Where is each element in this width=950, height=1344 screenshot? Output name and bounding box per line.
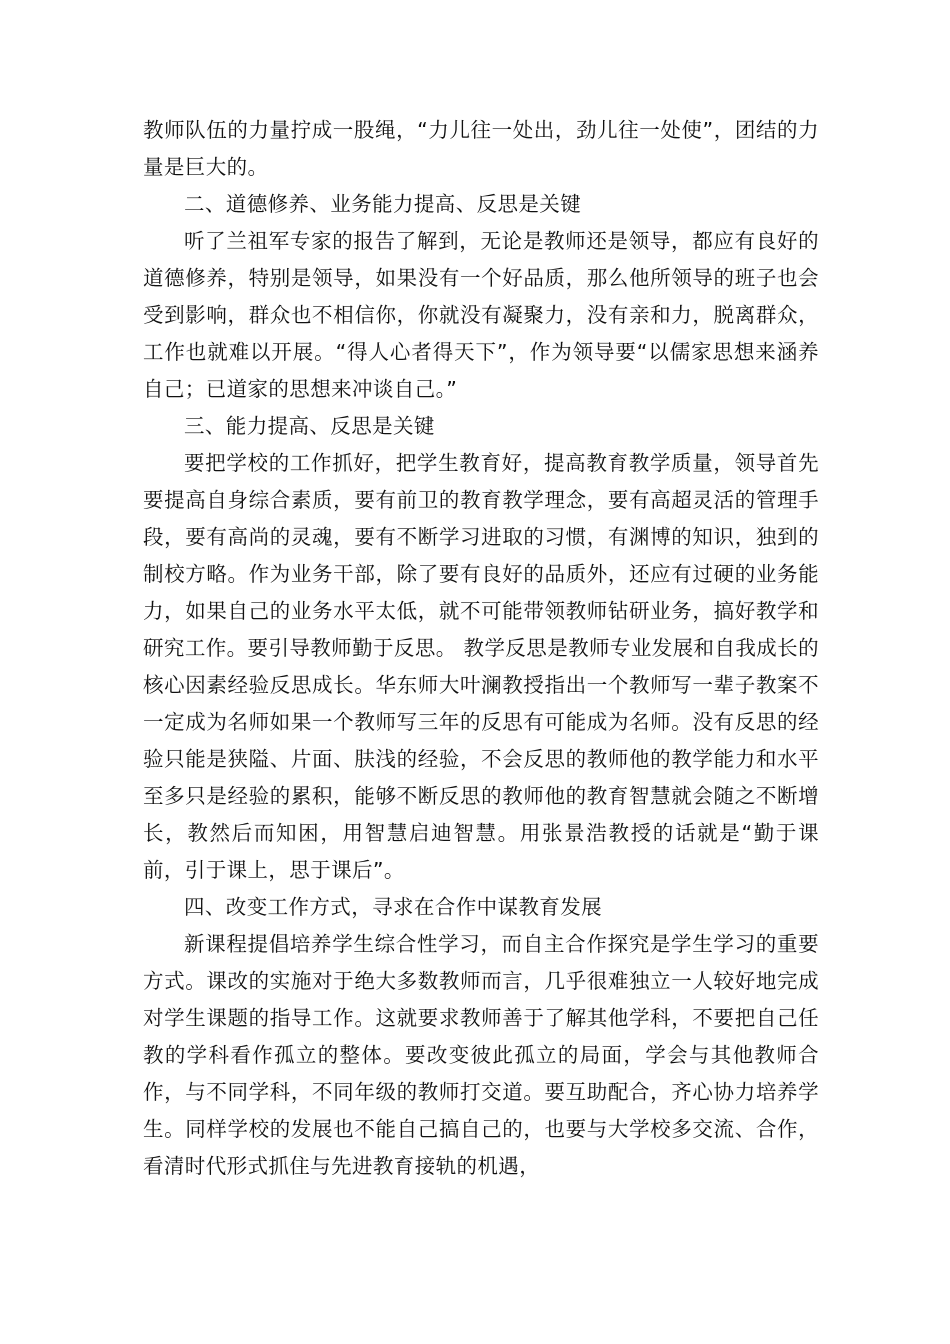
section-heading-2: 二、道德修养、业务能力提高、反思是关键 (184, 192, 582, 216)
paragraph-morality: 听了兰祖军专家的报告了解到，无论是教师还是领导，都应有良好的道德修养，特别是领导，如果没有一个好品质，那么他所领导的班子也会受到影响，群众也不相信你，你就没有凝聚力，没有亲和力，脱离群众，工作也就难以开展。“得人心者得天下”，作为领导要“以儒家思想来涵养自己；已道家的思想来冲谈自己。” (143, 229, 819, 401)
paragraph-reflection: 要把学校的工作抓好，把学生教育好，提高教育教学质量，领导首先要提高自身综合素质，要有前卫的教育教学理念，要有高超灵活的管理手段，要有高尚的灵魂，要有不断学习进取的习惯，有渊博的知识，独到的制校方略。作为业务干部，除了要有良好的品质外，还应有过硬的业务能力，如果自己的业务水平太低，就不可能带领教师钻研业务，搞好教学和研究工作。要引导教师勤于反思。 教学反思是教师专业发展和自我成长的核心因素经验反思成长。华东师大叶澜教授指出一个教师写一辈子教案不一定成为名师如果一个教师写三年的反思有可能成为名师。没有反思的经验只能是狭隘、片面、肤浅的经验，不会反思的教师他的教学能力和水平至多只是经验的累积，能够不断反思的教师他的教育智慧就会随之不断增长，教然后而知困，用智慧启迪智慧。用张景浩教授的话就是“勤于课前，引于课上，思于课后”。 (143, 451, 819, 882)
paragraph-cooperation: 新课程提倡培养学生综合性学习，而自主合作探究是学生学习的重要方式。课改的实施对于绝大多数教师而言，几乎很难独立一人较好地完成对学生课题的指导工作。这就要求教师善于了解其他学科，不要把自己任教的学科看作孤立的整体。要改变彼此孤立的局面，学会与其他教师合作，与不同学科，不同年级的教师打交道。要互助配合，齐心协力培养学生。同样学校的发展也不能自己搞自己的，也要与大学校多交流、合作，看清时代形式抓住与先进教育接轨的机遇， (143, 932, 819, 1178)
document-body (143, 112, 819, 1185)
paragraph-continuation: 教师队伍的力量拧成一股绳，“力儿往一处出，劲儿往一处使”，团结的力量是巨大的。 (143, 118, 819, 179)
section-heading-4: 四、改变工作方式，寻求在合作中谋教育发展 (184, 895, 602, 919)
section-heading-3: 三、能力提高、反思是关键 (184, 414, 435, 438)
